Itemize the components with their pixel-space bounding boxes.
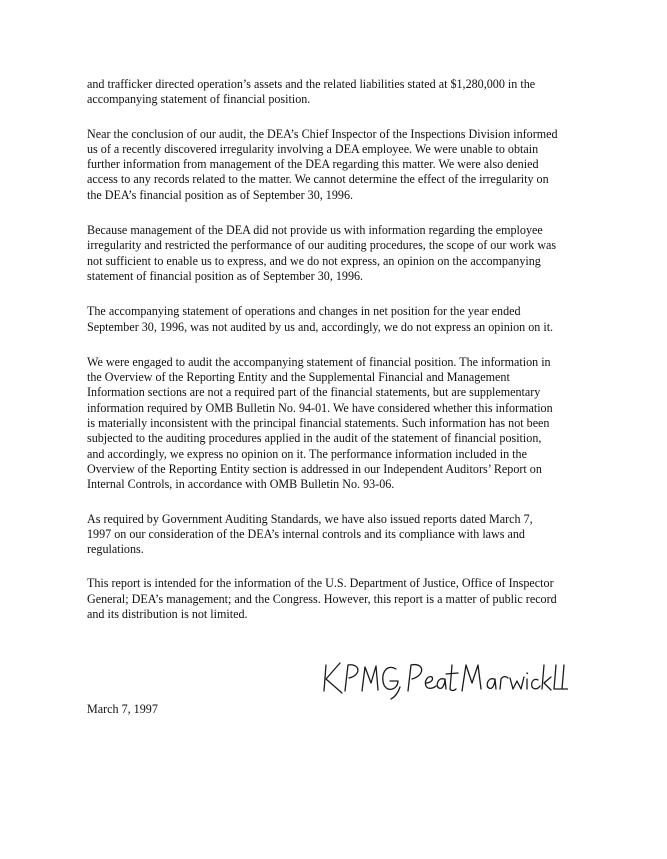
paragraph-distribution: This report is intended for the information of the U.S. Department of Justice, Office of Inspector General; DEA’s management; and the Congress. However, this report is a matter of public record and its distribution is not limited.	[87, 576, 557, 622]
paragraph-operations-statement: The accompanying statement of operations and changes in net position for the year ended September 30, 1996, was not audited by us and, accordingly, we do not express an opinion on it.	[87, 304, 554, 334]
paragraph-scope-limitation: Because management of the DEA did not provide us with information regarding the employee irregularity and restricted the performance of our auditing procedures, the scope of our work was not sufficient to enable us to express, and we do not express, an opinion on the accompanying statement of financial position as of September 30, 1996.	[87, 223, 557, 283]
signature-icon	[318, 653, 568, 703]
paragraph-government-standards: As required by Government Auditing Standards, we have also issued reports dated March 7, 1997 on our consideration of the DEA’s internal controls and its compliance with laws and regulations.	[87, 511, 533, 557]
paragraph-supplementary-info: We were engaged to audit the accompanying statement of financial position. The information in the Overview of the Reporting Entity and the Supplemental Financial and Management Information sections are not a required part of the financial statements, but are supplementary information required by OMB Bulletin No. 94-01. We have considered whether this information is materially inconsistent with the principal financial statements. Such information has not been subjected to the auditing procedures applied in the audit of the statement of financial position, and accordingly, we express no opinion on it. The performance information included in the Overview of the Reporting Entity section is addressed in our Independent Auditors’ Report on Internal Controls, in accordance with OMB Bulletin No. 93-06.	[87, 354, 553, 492]
paragraph-assets-liabilities: and trafficker directed operation’s assets and the related liabilities stated at $1,280,000 in the accompanying statement of financial position.	[87, 77, 536, 107]
paragraph-irregularity: Near the conclusion of our audit, the DEA’s Chief Inspector of the Inspections Division informed us of a recently discovered irregularity involving a DEA employee. We were unable to obtain further information from management of the DEA regarding this matter. We were also denied access to any records related to the matter. We cannot determine the effect of the irregularity on the DEA’s financial position as of September 30, 1996.	[87, 126, 558, 202]
report-date: March 7, 1997	[87, 702, 158, 716]
report-body	[87, 77, 559, 622]
